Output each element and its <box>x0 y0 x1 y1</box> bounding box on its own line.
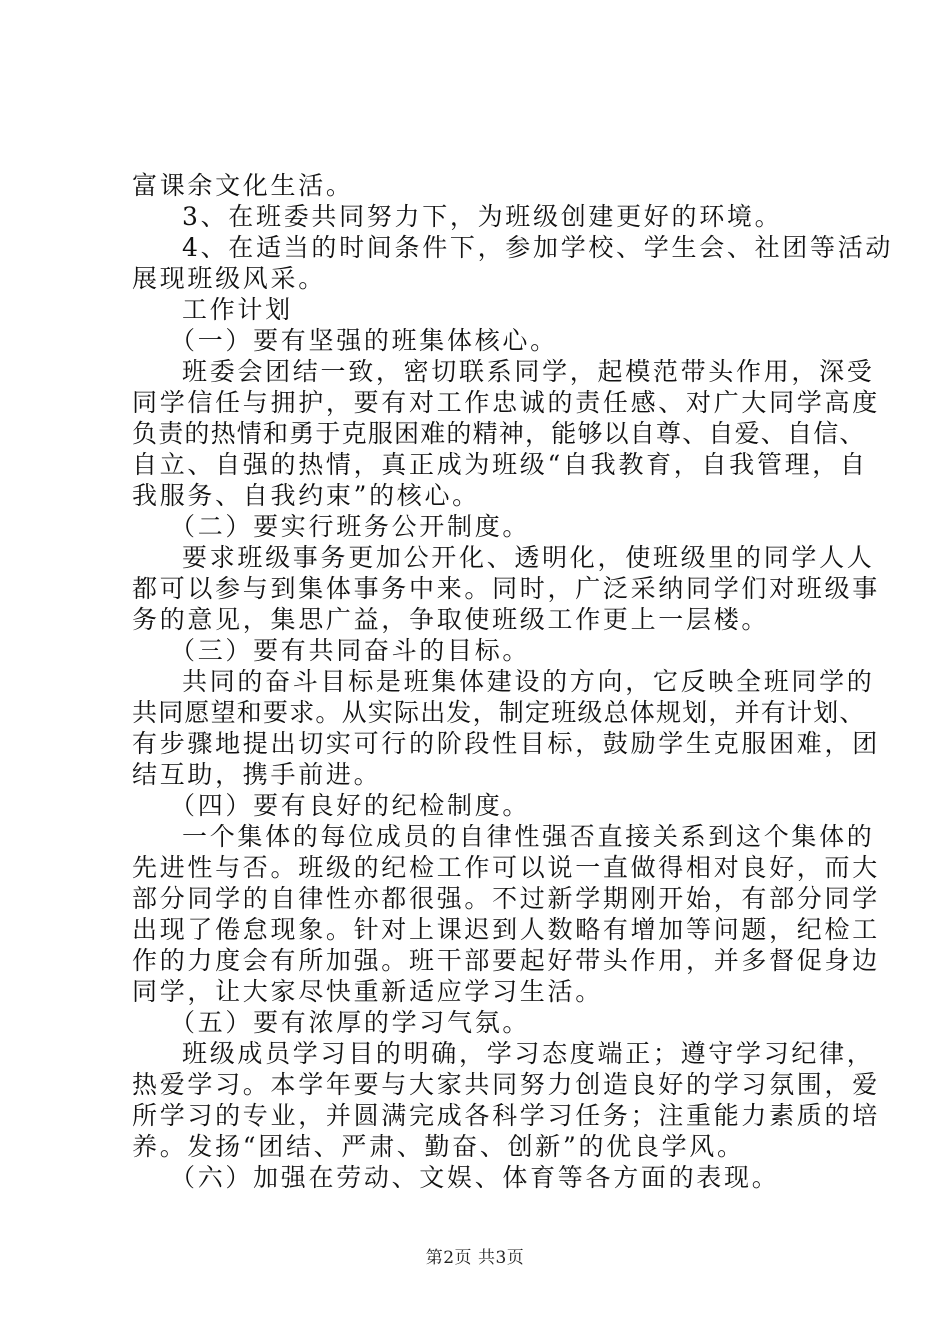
text-line: 部分同学的自律性亦都很强。不过新学期刚开始，有部分同学 <box>132 884 880 913</box>
text-line: 一个集体的每位成员的自律性强否直接关系到这个集体的 <box>182 822 875 851</box>
section-heading: 工作计划 <box>182 295 293 324</box>
text-line: 共同的奋斗目标是班集体建设的方向，它反映全班同学的 <box>182 667 875 696</box>
subsection-heading: （二）要实行班务公开制度。 <box>170 512 531 541</box>
text-line: 富课余文化生活。 <box>132 171 354 200</box>
text-line: 养。发扬“团结、严肃、勤奋、创新”的优良学风。 <box>132 1132 745 1161</box>
text-line: 我服务、自我约束”的核心。 <box>132 481 480 510</box>
text-line: 务的意见，集思广益，争取使班级工作更上一层楼。 <box>132 605 770 634</box>
text-line: 出现了倦怠现象。针对上课迟到人数略有增加等问题，纪检工 <box>132 915 880 944</box>
page-number-footer: 第2页 共3页 <box>425 1248 525 1268</box>
text-line: 共同愿望和要求。从实际出发，制定班级总体规划，并有计划、 <box>132 698 866 727</box>
text-line: 先进性与否。班级的纪检工作可以说一直做得相对良好，而大 <box>132 853 880 882</box>
text-line: 负责的热情和勇于克服困难的精神，能够以自尊、自爱、自信、 <box>132 419 866 448</box>
text-line: 要求班级事务更加公开化、透明化，使班级里的同学人人 <box>182 543 875 572</box>
document-body <box>132 170 894 1193</box>
text-line: 班委会团结一致，密切联系同学，起模范带头作用，深受 <box>182 357 875 386</box>
text-line: 热爱学习。本学年要与大家共同努力创造良好的学习氛围，爱 <box>132 1070 880 1099</box>
subsection-heading: （五）要有浓厚的学习气氛。 <box>170 1008 531 1037</box>
text-line: 3、在班委共同努力下，为班级创建更好的环境。 <box>182 202 783 231</box>
text-line: 展现班级风采。 <box>132 264 326 293</box>
subsection-heading: （三）要有共同奋斗的目标。 <box>170 636 531 665</box>
text-line: 自立、自强的热情，真正成为班级“自我教育，自我管理，自 <box>132 450 868 479</box>
text-line: 有步骤地提出切实可行的阶段性目标，鼓励学生克服困难，团 <box>132 729 880 758</box>
text-line: 结互助，携手前进。 <box>132 760 382 789</box>
text-line: 所学习的专业，并圆满完成各科学习任务；注重能力素质的培 <box>132 1101 880 1130</box>
subsection-heading: （六）加强在劳动、文娱、体育等各方面的表现。 <box>170 1163 780 1192</box>
text-line: 同学，让大家尽快重新适应学习生活。 <box>132 977 603 1006</box>
text-line: 班级成员学习目的明确，学习态度端正；遵守学习纪律， <box>182 1039 875 1068</box>
text-line: 都可以参与到集体事务中来。同时，广泛采纳同学们对班级事 <box>132 574 880 603</box>
text-line: 同学信任与拥护，要有对工作忠诚的责任感、对广大同学高度 <box>132 388 880 417</box>
subsection-heading: （一）要有坚强的班集体核心。 <box>170 326 558 355</box>
text-line: 作的力度会有所加强。班干部要起好带头作用，并多督促身边 <box>132 946 880 975</box>
text-line: 4、在适当的时间条件下，参加学校、学生会、社团等活动 <box>182 233 894 262</box>
subsection-heading: （四）要有良好的纪检制度。 <box>170 791 531 820</box>
